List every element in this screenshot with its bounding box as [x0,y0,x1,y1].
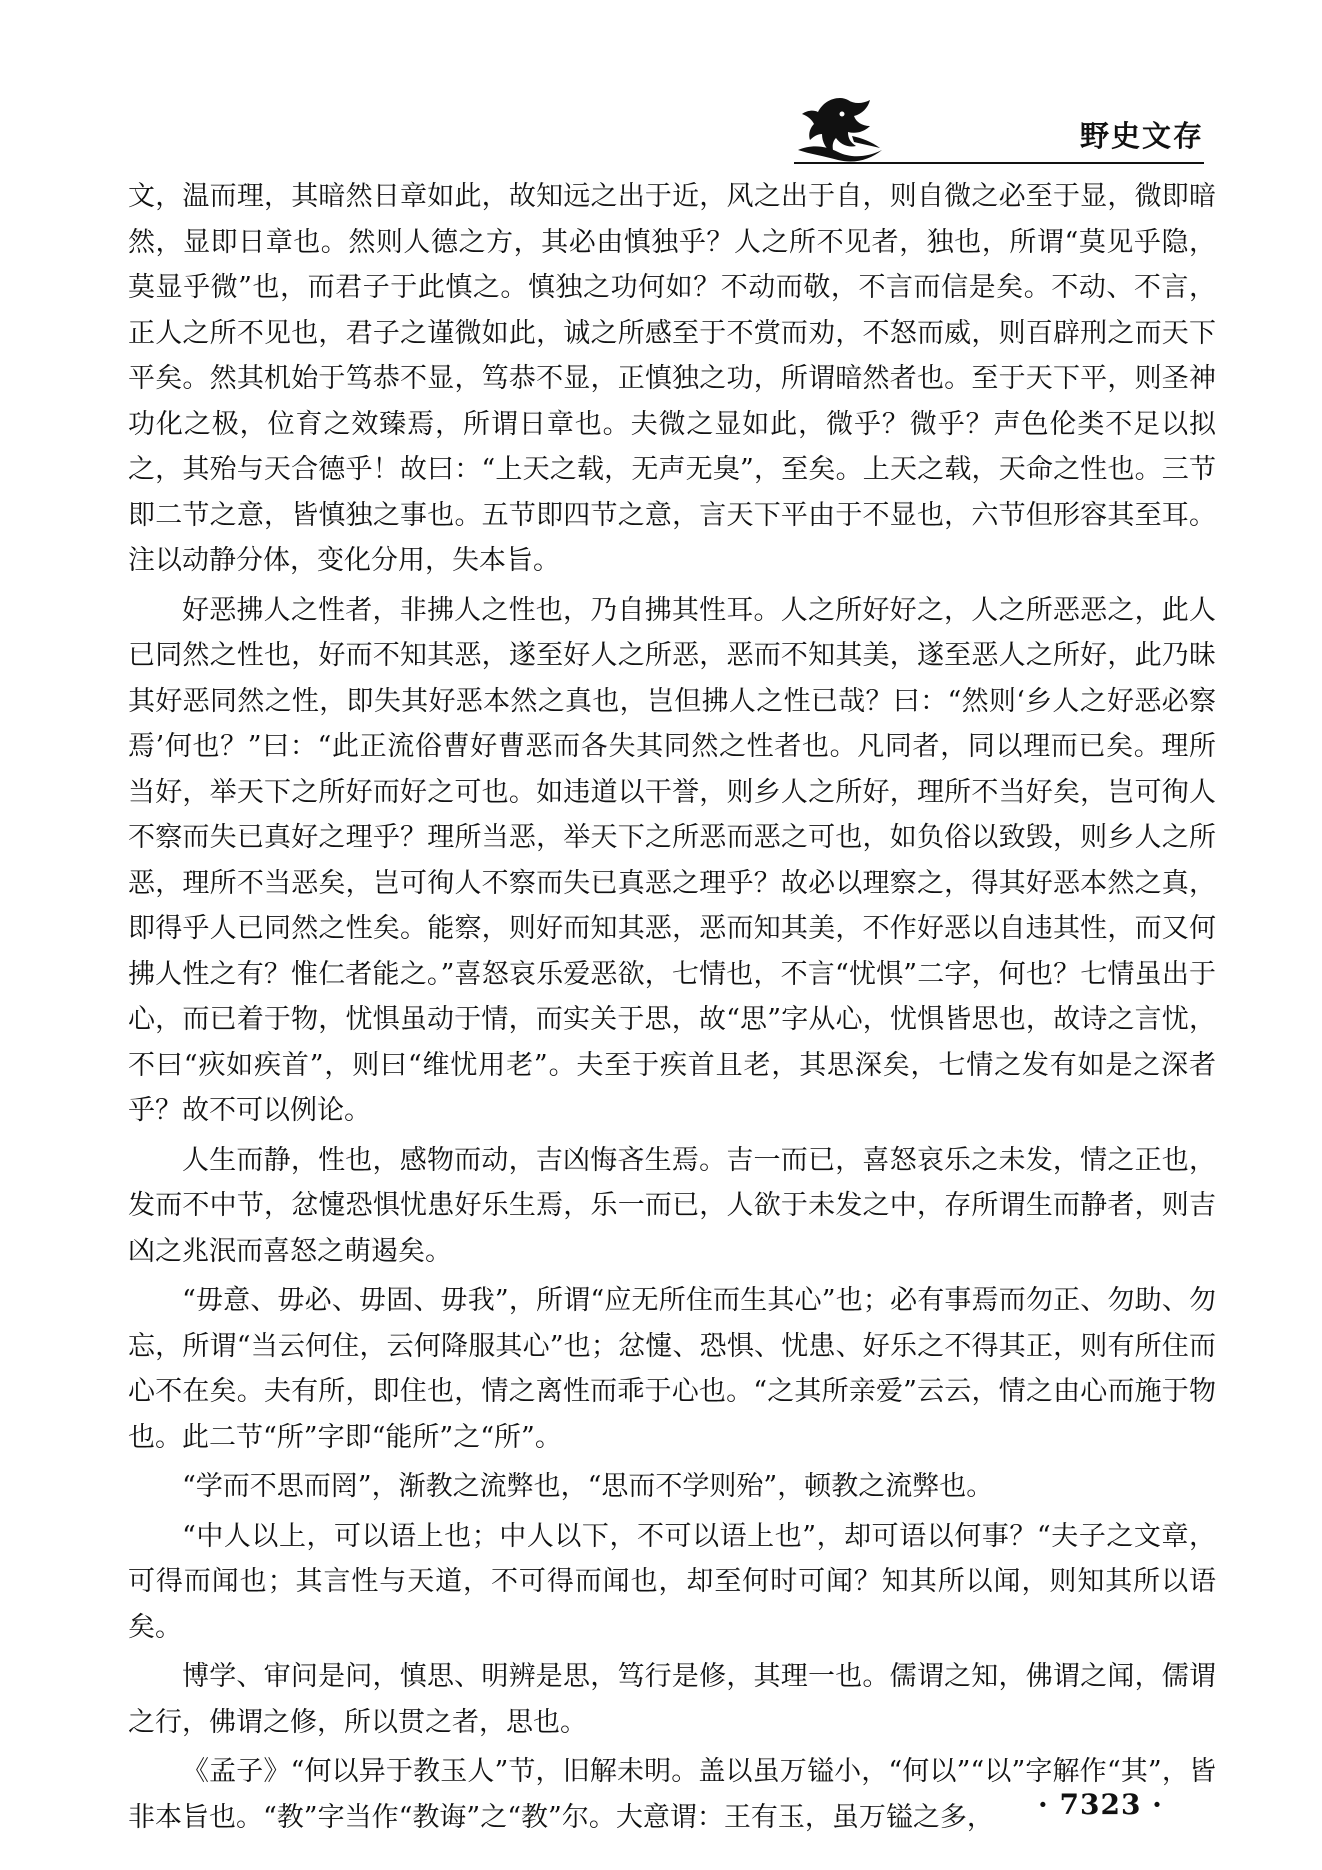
paragraph-7: 博学、审问是问，慎思、明辨是思，笃行是修，其理一也。儒谓之知，佛谓之闻，儒谓之行，佛谓之修，所以贯之者，思也。 [128,1661,1216,1738]
running-header [780,92,1210,170]
paragraph-5: “学而不思而罔”，渐教之流弊也，“思而不学则殆”，顿教之流弊也。 [182,1471,994,1502]
paragraph-1: 文，温而理，其暗然日章如此，故知远之出于近，风之出于自，则自微之必至于显，微即暗然，显即日章也。然则人德之方，其必由慎独乎？人之所不见者，独也，所谓“莫见乎隐，莫显乎微”也，而君子于此慎之。慎独之功何如？不动而敬，不言而信是矣。不动、不言，正人之所不见也，君子之谨微如此，诚之所感至于不赏而劝，不怒而威，则百辟刑之而天下平矣。然其机始于笃恭不显，笃恭不显，正慎独之功，所谓暗然者也。至于天下平，则圣神功化之极，位育之效臻焉，所谓日章也。夫微之显如此，微乎？微乎？声色伦类不足以拟之，其殆与天合德乎！故曰：“上天之载，无声无臭”，至矣。上天之载，天命之性也。三节即二节之意，皆慎独之事也。五节即四节之意，言天下平由于不显也，六节但形容其至耳。注以动静分体，变化分用，失本旨。 [128,181,1216,576]
paragraph-3: 人生而静，性也，感物而动，吉凶悔吝生焉。吉一而已，喜怒哀乐之未发，情之正也，发而不中节，忿懥恐惧忧患好乐生焉，乐一而已，人欲于未发之中，存所谓生而静者，则吉凶之兆泯而喜怒之萌遏矣。 [128,1144,1216,1267]
paragraph-8: 《孟子》“何以异于教玉人”节，旧解未明。盖以虽万镒小，“何以”“以”字解作“其”，皆非本旨也。“教”字当作“教诲”之“教”尔。大意谓：王有玉，虽万镒之多， [128,1756,1216,1833]
header-rule [794,162,1204,164]
body-text [128,174,1216,1844]
dragon-emblem-icon [792,92,888,166]
paragraph-4: “毋意、毋必、毋固、毋我”，所谓“应无所住而生其心”也；必有事焉而勿正、勿助、勿忘，所谓“当云何住，云何降服其心”也；忿懥、恐惧、忧患、好乐之不得其正，则有所住而心不在矣。夫有所，即住也，情之离性而乖于心也。“之其所亲爱”云云，情之由心而施于物也。此二节“所”字即“能所”之“所”。 [128,1285,1216,1453]
page-number: · 7323 · [1038,1788,1163,1821]
series-title: 野史文存 [1079,119,1204,153]
paragraph-6: “中人以上，可以语上也；中人以下，不可以语上也”，却可语以何事？“夫子之文章，可得而闻也；其言性与天道，不可得而闻也，却至何时可闻？知其所以闻，则知其所以语矣。 [128,1520,1216,1643]
paragraph-2: 好恶拂人之性者，非拂人之性也，乃自拂其性耳。人之所好好之，人之所恶恶之，此人已同然之性也，好而不知其恶，遂至好人之所恶，恶而不知其美，遂至恶人之所好，此乃昧其好恶同然之性，即失其好恶本然之真也，岂但拂人之性已哉？曰：“然则‘乡人之好恶必察焉’何也？”曰：“此正流俗曹好曹恶而各失其同然之性者也。凡同者，同以理而已矣。理所当好，举天下之所好而好之可也。如违道以干誉，则乡人之所好，理所不当好矣，岂可徇人不察而失已真好之理乎？理所当恶，举天下之所恶而恶之可也，如负俗以致毁，则乡人之所恶，理所不当恶矣，岂可徇人不察而失已真恶之理乎？故必以理察之，得其好恶本然之真，即得乎人已同然之性矣。能察，则好而知其恶，恶而知其美，不作好恶以自违其性，而又何拂人性之有？惟仁者能之。”喜怒哀乐爱恶欲，七情也，不言“忧惧”二字，何也？七情虽出于心，而已着于物，忧惧虽动于情，而实关于思，故“思”字从心，忧惧皆思也，故诗之言忧，不曰“疢如疾首”，则曰“维忧用老”。夫至于疾首且老，其思深矣，七情之发有如是之深者乎？故不可以例论。 [128,594,1216,1126]
